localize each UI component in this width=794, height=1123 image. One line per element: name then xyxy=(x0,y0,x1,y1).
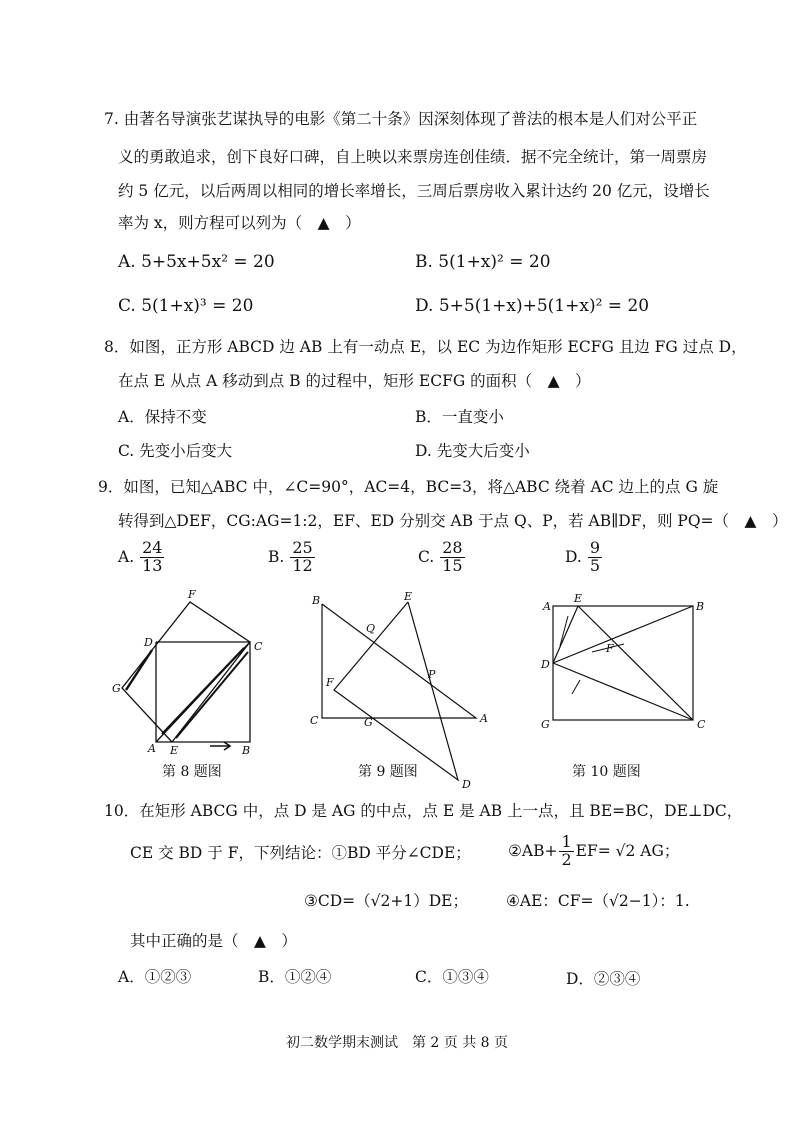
fig10-label-e: E xyxy=(574,592,583,605)
q9-option-c: C. $\frac{28}{15}$ xyxy=(418,538,463,575)
fig8-label-g: G xyxy=(112,682,121,695)
figure-8 xyxy=(122,602,250,750)
q8-option-d: D. 先变大后变小 xyxy=(415,442,530,460)
fig9-label-g: G xyxy=(364,716,373,729)
figure-9-labels xyxy=(310,590,488,791)
figure-9 xyxy=(322,602,476,780)
fig10-caption: 第 10 题图 xyxy=(572,764,641,780)
fig8-label-c: C xyxy=(254,640,263,653)
q10-option-d: D．②③④ xyxy=(566,970,641,988)
q7-line2: 义的勇敢追求，创下良好口碑，自上映以来票房连创佳绩．据不完全统计，第一周票房 xyxy=(118,148,708,166)
fig9-label-b: B xyxy=(312,594,321,607)
fig8-label-e: E xyxy=(170,744,179,757)
fig9-label-d: D xyxy=(462,778,471,791)
fig10-pencil-mark-3 xyxy=(572,680,580,694)
q7-option-b: B. 5(1+x)² = 20 xyxy=(415,252,551,272)
q10-line2: CE 交 BD 于 F，下列结论：①BD 平分∠CDE； xyxy=(130,844,471,862)
fig9-label-a: A xyxy=(480,712,488,725)
fig10-label-c: C xyxy=(697,718,706,731)
q10-conclusion-2: ②AB+ $\frac{1}{2}$ EF= √2 AG； xyxy=(508,832,680,869)
q7-option-d: D. 5+5(1+x)+5(1+x)² = 20 xyxy=(415,296,650,316)
fig8-caption: 第 8 题图 xyxy=(162,764,222,780)
fig9-label-e: E xyxy=(404,590,413,603)
q8-option-b: B．一直变小 xyxy=(415,408,504,426)
fig9-caption: 第 9 题图 xyxy=(358,764,418,780)
q7-option-a: A. 5+5x+5x² = 20 xyxy=(118,252,275,272)
fig9-label-q: Q xyxy=(366,622,376,635)
q9-line1: 9．如图，已知△ABC 中，∠C=90°，AC=4，BC=3，将△ABC 绕着 AC 边上的点 G 旋 xyxy=(98,478,719,496)
fig10-label-g: G xyxy=(541,718,550,731)
figure-10 xyxy=(553,606,693,720)
q9-line2: 转得到△DEF，CG:AG=1:2，EF、ED 分别交 AB 于点 Q、P，若 AB∥DF，则 PQ=（ ▲ ） xyxy=(118,512,788,530)
q10-conclusion-3: ③CD=（√2+1）DE； xyxy=(304,892,468,910)
q7-line4: 率为 x，则方程可以列为（ ▲ ） xyxy=(118,214,361,232)
fig9-label-c: C xyxy=(310,714,319,727)
fig9-label-p: P xyxy=(428,668,436,681)
fig10-label-d: D xyxy=(541,658,550,671)
q9-option-b: B. $\frac{25}{12}$ xyxy=(268,538,313,575)
q8-line2: 在点 E 从点 A 移动到点 B 的过程中，矩形 ECFG 的面积（ ▲ ） xyxy=(118,372,591,390)
figure-10-labels xyxy=(540,592,706,731)
q10-option-a: A．①②③ xyxy=(118,968,192,986)
fig8-label-b: B xyxy=(242,744,251,757)
q9-option-a: A. $\frac{24}{13}$ xyxy=(118,538,163,575)
q10-line1: 10．在矩形 ABCG 中，点 D 是 AG 的中点，点 E 是 AB 上一点，且 BE=BC，DE⊥DC， xyxy=(104,802,743,820)
q10-option-b: B．①②④ xyxy=(258,968,332,986)
q9-option-d: D. $\frac{9}{5}$ xyxy=(565,538,600,575)
q7-line1: 7. 由著名导演张艺谋执导的电影《第二十条》因深刻体现了普法的根本是人们对公平正 xyxy=(104,110,698,128)
fig10-line-ec xyxy=(578,606,693,720)
fig8-label-f: F xyxy=(188,588,196,601)
fig8-pencil-edge xyxy=(126,650,152,690)
fig9-label-f: F xyxy=(326,676,334,689)
q10-option-c: C．①③④ xyxy=(415,968,489,986)
q8-option-c: C. 先变小后变大 xyxy=(118,442,233,460)
fig8-pencil-mark xyxy=(162,648,244,734)
q8-line1: 8．如图，正方形 ABCD 边 AB 上有一动点 E，以 EC 为边作矩形 ECFG 且边 FG 过点 D， xyxy=(104,338,747,356)
q8-option-a: A．保持不变 xyxy=(118,408,207,426)
fig8-pencil-mark-2 xyxy=(176,652,248,738)
fig8-label-a: A xyxy=(148,742,156,755)
fig10-label-f: F xyxy=(606,642,614,655)
q7-option-c: C. 5(1+x)³ = 20 xyxy=(118,296,254,316)
q10-ask: 其中正确的是（ ▲ ） xyxy=(130,932,297,950)
fig10-label-a: A xyxy=(543,600,551,613)
q7-line3: 约 5 亿元，以后两周以相同的增长率增长，三周后票房收入累计达约 20 亿元，设增长 xyxy=(118,182,710,200)
fig9-triangle-abc xyxy=(322,604,476,718)
q10-conclusion-4: ④AE：CF=（√2−1）：1. xyxy=(506,892,690,910)
fig10-label-b: B xyxy=(696,600,705,613)
page-footer: 初二数学期末测试 第 2 页 共 8 页 xyxy=(285,1035,509,1051)
fig8-label-d: D xyxy=(144,636,153,649)
fig10-rectangle-abcg xyxy=(553,606,693,720)
